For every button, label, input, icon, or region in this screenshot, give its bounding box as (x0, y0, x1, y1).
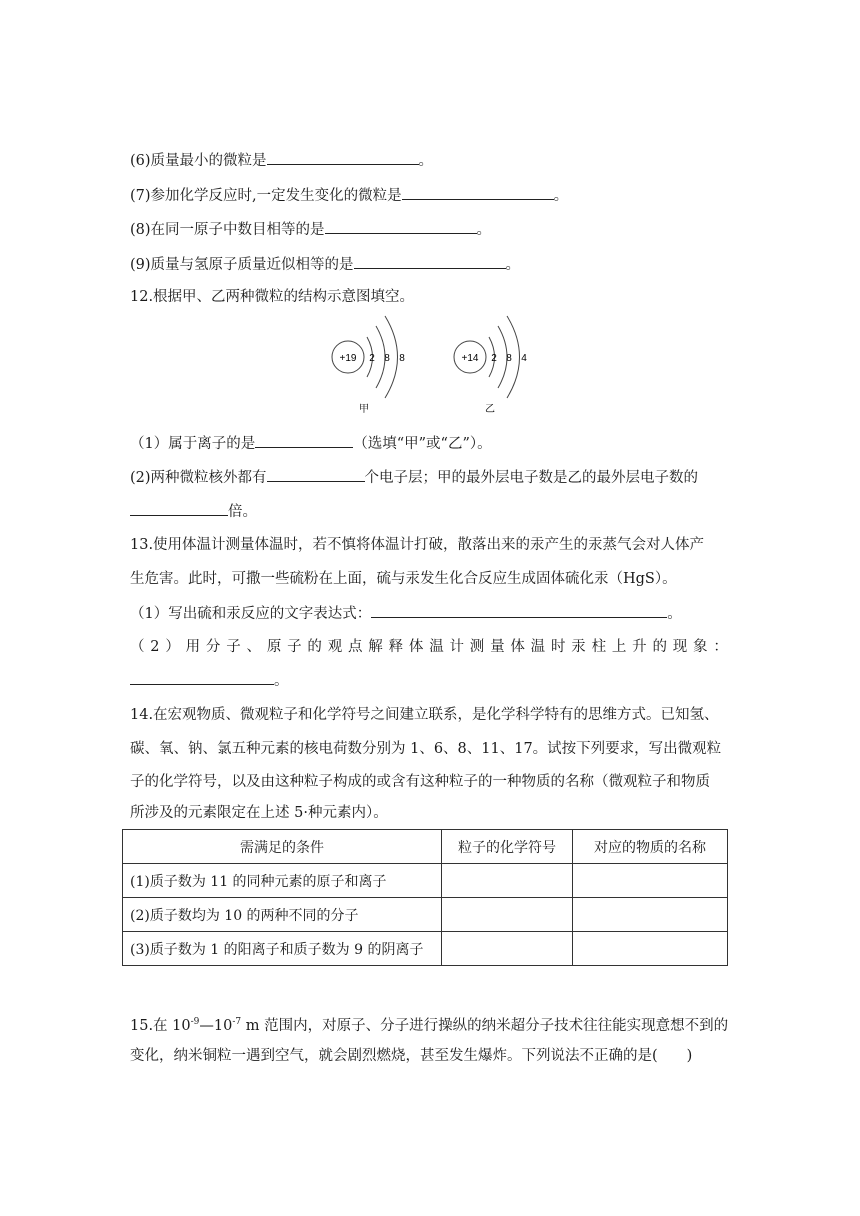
table-row (123, 898, 728, 932)
q13-sub-2-cont: 。 (130, 670, 289, 691)
answer-blank[interactable] (130, 501, 228, 516)
nucleus-charge-jia: +19 (339, 353, 357, 364)
q12-sub-2: (2)两种微粒核外都有 个电子层；甲的最外层电子数是乙的最外层电子数的 (130, 467, 698, 488)
q12-sub-2-cont: 倍。 (130, 501, 257, 522)
q12-stem: 12.根据甲、乙两种微粒的结构示意图填空。 (130, 289, 415, 305)
q13-stem-line-1: 13.使用体温计测量体温时，若不慎将体温计打破，散落出来的汞产生的汞蒸气会对人体产 (130, 537, 705, 553)
answer-blank[interactable] (130, 670, 274, 685)
q11-item-8-text: (8)在同一原子中数目相等的是 (130, 222, 325, 238)
table-cell-condition: (1)质子数为 11 的同种元素的原子和离子 (123, 864, 442, 898)
q11-item-7 (130, 185, 568, 206)
shell-electrons-jia-3: 8 (399, 353, 405, 364)
shell-electrons-yi-3: 4 (521, 353, 527, 364)
table-header-symbol: 粒子的化学符号 (442, 830, 573, 864)
label-yi: 乙 (485, 404, 495, 415)
period: 。 (476, 222, 492, 238)
table-cell-answer-symbol[interactable] (442, 932, 573, 966)
q15-stem-line-1: 15.在 $10^{-9}—10^{-7}$ m 范围内，对原子、分子进行操纵的纳米超分子技术往往能实现意想不到的 (130, 1017, 729, 1034)
period: 。 (418, 153, 434, 169)
table-cell-answer-symbol[interactable] (442, 864, 573, 898)
q11-item-7-text: (7)参加化学反应时,一定发生变化的微粒是 (130, 188, 402, 204)
shell-electrons-yi-1: 2 (491, 353, 497, 364)
answer-blank[interactable] (267, 467, 365, 482)
answer-blank[interactable] (354, 254, 506, 269)
q11-item-9 (130, 254, 520, 275)
q13-sub-2: （ 2 ） 用 分 子 、 原 子 的 观 点 解 释 体 温 计 测 量 体 温 时 汞 柱 上 升 的 现 象 ： (130, 639, 728, 655)
nucleus-charge-yi: +14 (461, 353, 479, 364)
particle-yi-diagram (454, 316, 527, 415)
q13-sub-1: （1）写出硫和汞反应的文字表达式： 。 (130, 603, 682, 624)
table-row (123, 864, 728, 898)
q14-answer-table (122, 829, 728, 966)
answer-blank[interactable] (371, 603, 667, 618)
shell-electrons-jia-2: 8 (384, 353, 390, 364)
q14-stem-line-3: 子的化学符号，以及由这种粒子构成的或含有这种粒子的一种物质的名称（微观粒子和物质 (130, 774, 710, 790)
answer-blank[interactable] (402, 185, 554, 200)
table-cell-condition: (2)质子数均为 10 的两种不同的分子 (123, 898, 442, 932)
table-cell-answer-substance[interactable] (573, 932, 728, 966)
table-cell-answer-substance[interactable] (573, 898, 728, 932)
table-row (123, 932, 728, 966)
answer-blank[interactable] (267, 150, 419, 165)
q11-item-9-text: (9)质量与氢原子质量近似相等的是 (130, 257, 354, 273)
table-header-substance: 对应的物质的名称 (573, 830, 728, 864)
table-cell-answer-substance[interactable] (573, 864, 728, 898)
q14-stem-line-4: 所涉及的元素限定在上述 5·种元素内）。 (130, 805, 388, 821)
answer-blank[interactable] (325, 219, 477, 234)
table-cell-answer-symbol[interactable] (442, 898, 573, 932)
q14-stem-line-2: 碳、氧、钠、氯五种元素的核电荷数分别为 1、6、8、11、17。试按下列要求，写出微观粒 (130, 741, 722, 757)
shell-electrons-jia-1: 2 (369, 353, 375, 364)
table-header-condition: 需满足的条件 (123, 830, 442, 864)
period: 。 (553, 188, 569, 204)
table-cell-condition: (3)质子数为 1 的阳离子和质子数为 9 的阴离子 (123, 932, 442, 966)
q13-stem-line-2: 生危害。此时，可撒一些硫粉在上面，硫与汞发生化合反应生成固体硫化汞（HgS）。 (130, 571, 677, 587)
q15-stem-line-2: 变化，纳米铜粒一遇到空气，就会剧烈燃烧，甚至发生爆炸。下列说法不正确的是( ) (130, 1048, 693, 1064)
period: 。 (505, 257, 521, 273)
particle-jia-diagram (332, 316, 405, 415)
atomic-structure-diagram (320, 312, 550, 422)
q11-item-6-text: (6)质量最小的微粒是 (130, 153, 267, 169)
q14-stem-line-1: 14.在宏观物质、微观粒子和化学符号之间建立联系，是化学科学特有的思维方式。已知氢、 (130, 707, 719, 723)
q12-sub-1: （1）属于离子的是 （选填“甲”或“乙”）。 (130, 433, 492, 454)
table-header-row (123, 830, 728, 864)
answer-blank[interactable] (255, 433, 353, 448)
shell-electrons-yi-2: 8 (506, 353, 512, 364)
q11-item-6 (130, 150, 433, 171)
label-jia: 甲 (359, 404, 369, 415)
q11-item-8 (130, 219, 491, 240)
